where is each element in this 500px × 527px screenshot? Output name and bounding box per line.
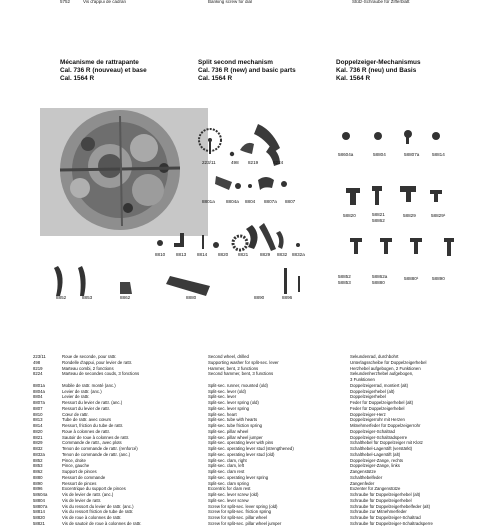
label-58890: 58890 — [432, 276, 445, 281]
code-row: 8814 — [33, 423, 43, 428]
label-58814: 58814 — [432, 152, 445, 157]
top-en: Banking screw for dial — [208, 0, 253, 4]
german-row: Schraube zur Mitnehmerfeder — [350, 509, 407, 515]
label-58804: 58804 — [373, 152, 386, 157]
code-row: 498 — [33, 359, 41, 365]
french-row: Pince, gauche — [62, 463, 90, 469]
code-row: 8832 — [33, 446, 43, 451]
label-8832: 8832 — [277, 252, 288, 257]
german-row: Herzhebel aufgebogen, 2 Funktionen — [350, 365, 421, 371]
english-row: Split-sec. heart — [208, 411, 237, 417]
german-row: Doppelzeiger-Zange, rechts — [350, 457, 404, 463]
german-row: Schalthebel für Doppelzeiger mit Klotz — [350, 440, 423, 446]
german-row: Doppelzeigerhebel (alt) — [350, 388, 395, 394]
code-row: 8807a — [33, 400, 45, 405]
english-row: Screw for split-sec. lever spring (old) — [208, 503, 278, 509]
english-row: Split-sec. operating lever with pins — [208, 440, 274, 446]
german-row: Schraube für Doppelzeiger-Schaltradsperre — [350, 520, 433, 526]
label-58829: 58829 — [403, 213, 416, 218]
french-row: Vis de sautoir de roue à colonnes de rattr. — [62, 520, 142, 526]
code-row: 58604a — [33, 492, 48, 497]
german-row: Schraube für Doppelzeigerhebel — [350, 497, 412, 503]
french-row: Mobile de rattr. monté (anc.) — [62, 382, 116, 388]
label-8807: 8807 — [285, 199, 296, 204]
german-row: Schraube für Doppelzeigerhebelfeder (alt) — [350, 503, 431, 509]
french-row: Pince, droite — [62, 457, 86, 463]
german-row: Schalthebel-Lagerstift (alt) — [350, 451, 401, 457]
french-row: Commande de rattr., avec plots — [62, 440, 122, 446]
code-row: 58820 — [33, 515, 45, 520]
english-column — [208, 354, 344, 527]
code-row: 8852 — [33, 457, 43, 463]
english-row: Split-sec. tube friction spring — [208, 423, 262, 428]
german-row: Doppelzeiger-Schaltrad — [350, 428, 395, 434]
english-row: Second wheel, drilled — [208, 354, 249, 359]
code-row: 8807 — [33, 405, 43, 411]
english-row: Split-sec. clam rest — [208, 469, 245, 474]
french-row: Marteau combi, 2 fonctions — [62, 365, 114, 371]
german-row: Doppelzeiger-Herz — [350, 411, 386, 417]
french-row: Roue à colonnes de rattr. — [62, 428, 111, 434]
french-row: Tube de rattr. avec cœurs — [62, 417, 112, 423]
english-row: Supporting washer for split-sec. lever — [208, 359, 279, 365]
heading-de: Doppelzeiger-Mechanismus Kal. 736 R (neu) und Basis Kal. 1564 R — [336, 59, 421, 82]
english-row: Split-sec. pillar wheel — [208, 428, 249, 434]
label-58862a: 58862a — [372, 274, 388, 279]
french-row: Vis de roue à colonnes de rattr. — [62, 515, 122, 520]
english-row: Second hammer, bent, 3 functions — [208, 371, 274, 377]
french-row: Ressort du levier de rattr. — [62, 405, 111, 411]
german-row: Mitnehmerfeder für Doppelzeigerrohr — [350, 423, 421, 428]
code-row: 8853 — [33, 463, 43, 469]
label-8852: 8852 — [56, 295, 67, 300]
english-row: Split-sec. lever — [208, 394, 237, 400]
english-row: Split-sec. runner, mounted (old) — [208, 382, 268, 388]
label-8832a: 8832a — [292, 252, 305, 257]
label-8810: 8810 — [155, 252, 166, 257]
label-8862: 8862 — [120, 295, 131, 300]
code-row: 8821 — [33, 434, 43, 440]
german-row: Schraube für Doppelzeigerhebel (alt) — [350, 492, 421, 497]
french-row: Levier de rattr. (anc.) — [62, 388, 102, 394]
german-row: Unterlagsscheibe für Doppelzeigerhebel — [350, 359, 427, 365]
english-row: Split-sec. tube with hearts — [208, 417, 258, 423]
label-8807a: 8807a — [264, 199, 277, 204]
code-row: 58814 — [33, 509, 45, 515]
label-8890: 8890 — [254, 295, 265, 300]
english-row: Split-sec. operating lever spring — [208, 474, 269, 480]
german-row: Zangenfeder — [350, 480, 375, 486]
english-row: Hammer, bent, 2 functions — [208, 365, 259, 371]
heading-fr: Mécanisme de rattrapante Cal. 736 R (nouveau) et base Cal. 1564 R — [60, 59, 147, 82]
english-row: Screw for split-sec. pillar wheel jumper — [208, 520, 282, 526]
label-58604a: 58604a — [338, 152, 354, 157]
label-8804a: 8804a — [226, 199, 239, 204]
english-row: Split-sec. lever screw — [208, 497, 249, 503]
german-row: Doppelzeigerhebel — [350, 394, 386, 400]
german-row: Doppelzeiger-Schaltradsperre — [350, 434, 408, 440]
label-58820: 58820 — [343, 213, 356, 218]
code-row: 58807a — [33, 503, 48, 509]
french-row: Ressort du levier de rattr. (anc.) — [62, 400, 123, 405]
label-8880: 8880 — [186, 295, 197, 300]
code-row: 8801a — [33, 382, 45, 388]
german-row: Doppelzeiger-Zange, links — [350, 463, 400, 469]
french-row: Excentrique du support de pinces — [62, 486, 126, 492]
top-code: 5752 — [60, 0, 71, 4]
parts-cluster-lower — [150, 215, 310, 265]
top-fr: Vis d'appui de cadran — [83, 0, 127, 4]
french-row: Vis du ressort friction de tube de rattr. — [62, 509, 134, 515]
german-row: Doppelzeigerrohr mit Herzen — [350, 417, 405, 423]
french-row: Roue de seconde, pour rattr. — [62, 354, 117, 359]
german-row: Sekundenrad, durchbohrt — [350, 354, 399, 359]
code-row: 223/11 — [33, 354, 46, 359]
label-58880-1: 58880¹ — [404, 276, 419, 281]
label-58807a: 58807a — [404, 152, 420, 157]
french-row: Sautoir de roue à colonnes de rattr. — [62, 434, 130, 440]
german-row: Exzenter für Zangenstütze — [350, 486, 401, 492]
label-58853: 58853 — [338, 280, 351, 285]
english-row: Split-sec. operating lever stud (strengthened) — [208, 446, 294, 451]
french-row: Ressort de pinces — [62, 480, 97, 486]
german-row: Schraube für Doppelzeiger-Schaltrad — [350, 515, 421, 520]
code-row: 58804 — [33, 497, 45, 503]
german-row: Sekundenherzhebel aufgebogen, — [350, 371, 414, 377]
german-row: Feder für Doppelzeigerhebel — [350, 405, 405, 411]
french-row: Rondelle d'appui, pour levier de rattr. — [62, 359, 133, 365]
label-8814: 8814 — [197, 252, 208, 257]
label-58821: 58821 — [372, 212, 385, 217]
english-row: Split-sec. operating lever stud (old) — [208, 451, 275, 457]
code-row: 8219 — [33, 365, 43, 371]
label-498: 498 — [231, 160, 239, 165]
english-row: Split-sec. lever spring (old) — [208, 400, 259, 405]
french-row: Levier de rattr. — [62, 394, 90, 400]
label-8219: 8219 — [248, 160, 259, 165]
label-8820: 8820 — [218, 252, 229, 257]
german-column — [350, 354, 495, 527]
label-8804: 8804 — [245, 199, 256, 204]
label-8853: 8853 — [82, 295, 93, 300]
code-row: 8896 — [33, 486, 43, 492]
code-row: 8890 — [33, 480, 43, 486]
code-row: 58821 — [33, 520, 45, 526]
label-8829: 8829 — [260, 252, 271, 257]
english-row: Screw for split-sec. pillar wheel — [208, 515, 267, 520]
label-8813: 8813 — [176, 252, 187, 257]
english-row: Eccentric for clam rest — [208, 486, 251, 492]
parts-cluster-right — [336, 110, 466, 295]
heading-en: Split second mechanism Cal. 736 R (new) and basic parts Cal. 1564 R — [198, 59, 296, 82]
code-row: 8862 — [33, 469, 43, 474]
label-8801a: 8801a — [202, 199, 215, 204]
french-row: Vis de levier de rattr. — [62, 497, 102, 503]
code-row: 8804 — [33, 394, 43, 400]
french-row: Vis du ressort du levier de rattr. (anc.) — [62, 503, 134, 509]
label-58862: 58862 — [372, 218, 385, 223]
code-row: 8804a — [33, 388, 45, 394]
french-row: Ressort, friction du tube de rattr. — [62, 423, 124, 428]
english-row: Split-sec. lever screw (old) — [208, 492, 259, 497]
german-row: 3 Funktionen — [350, 377, 375, 382]
german-row: Schalthebelfeder — [350, 474, 383, 480]
label-58852: 58852 — [338, 274, 351, 279]
code-row: 8832a — [33, 451, 45, 457]
label-8821: 8821 — [238, 252, 249, 257]
code-row: 8810 — [33, 411, 43, 417]
german-row: Feder für Doppelzeigerhebel (alt) — [350, 400, 414, 405]
french-row: Cœur de rattr. — [62, 411, 89, 417]
english-row: Split-sec. pillar wheel jumper — [208, 434, 263, 440]
code-row: 8813 — [33, 417, 43, 423]
english-row: Split-sec. clam, right — [208, 457, 247, 463]
german-row: Zangenstütze — [350, 469, 377, 474]
code-row: 8880 — [33, 474, 43, 480]
label-223-11: 223/11 — [202, 160, 216, 165]
german-row: Schalthebel-Lagerstift (verstärkt) — [350, 446, 413, 451]
top-de: Stütz-Schraube für Zifferblatt — [352, 0, 410, 4]
english-row: Split-sec. clam, left — [208, 463, 245, 469]
english-row: Split-sec. clam spring — [208, 480, 249, 486]
label-8896: 8896 — [282, 295, 293, 300]
english-row: Split-sec. lever spring — [208, 405, 250, 411]
french-row: Marteau de secondes couds, 3 fonctions — [62, 371, 140, 377]
french-row: Support de pinces — [62, 469, 97, 474]
french-column — [62, 354, 200, 527]
code-row: 8820 — [33, 428, 43, 434]
english-row: Split-sec. lever (old) — [208, 388, 246, 394]
code-row: 8829 — [33, 440, 43, 446]
codes-column — [33, 354, 61, 527]
french-row: Vis de levier de rattr. (anc.) — [62, 492, 114, 497]
code-row: 8224 — [33, 371, 43, 377]
french-row: Tenon de commande de rattr. (anc.) — [62, 451, 131, 457]
french-row: Ressort de commande — [62, 474, 106, 480]
label-58829-1: 58829¹ — [431, 213, 446, 218]
label-8224: 8224 — [273, 160, 284, 165]
label-58880: 58880 — [372, 280, 385, 285]
english-row: Screw for split-sec. friction spring — [208, 509, 272, 515]
french-row: Tenon de commande de rattr. (renforcé) — [62, 446, 138, 451]
german-row: Doppelzeigerrad, montiert (alt) — [350, 382, 409, 388]
